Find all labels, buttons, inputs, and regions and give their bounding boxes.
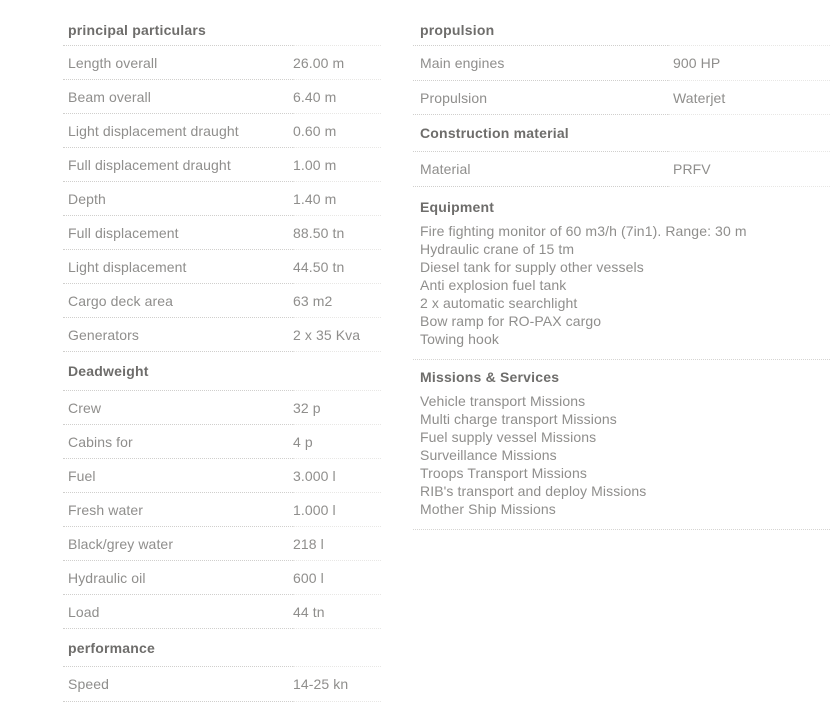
- spec-label: Black/grey water: [68, 535, 174, 552]
- section-heading-equipment: Equipment: [420, 199, 495, 215]
- spec-value: 900 HP: [673, 55, 721, 71]
- spec-value: 4 p: [293, 433, 313, 450]
- spec-label: Main engines: [420, 55, 505, 71]
- spec-label: Crew: [68, 399, 102, 416]
- list-item: Vehicle transport Missions: [420, 393, 586, 409]
- spec-value: 6.40 m: [293, 88, 337, 105]
- spec-value: 44 tn: [293, 603, 325, 620]
- spec-label: Material: [420, 161, 471, 177]
- spec-value: 600 l: [293, 569, 324, 586]
- left-column: [63, 14, 381, 702]
- spec-value: 88.50 tn: [293, 224, 345, 241]
- spec-row-material: [413, 152, 830, 187]
- spec-row-light-displacement-draught: [63, 114, 381, 148]
- right-column: [413, 14, 830, 530]
- list-item: Fire fighting monitor of 60 m3/h (7in1). Range: 30 m: [420, 223, 747, 239]
- list-item: RIB's transport and deploy Missions: [420, 483, 647, 499]
- spec-row-beam-overall: [63, 80, 381, 114]
- list-item: Multi charge transport Missions: [420, 411, 617, 427]
- spec-value: Waterjet: [673, 89, 726, 106]
- spec-row-main-engines: [413, 46, 830, 81]
- list-item: 2 x automatic searchlight: [420, 295, 578, 311]
- spec-label: Load: [68, 603, 100, 620]
- spec-row-propulsion: [413, 81, 830, 115]
- section-heading-performance: [63, 629, 381, 667]
- list-item: Mother Ship Missions: [420, 501, 556, 517]
- equipment-section: [413, 199, 830, 360]
- spec-label: Generators: [68, 326, 140, 343]
- spec-value: 1.40 m: [293, 190, 337, 207]
- spec-row-load: [63, 595, 381, 629]
- list-item: Anti explosion fuel tank: [420, 277, 567, 293]
- spec-label: Fuel: [68, 467, 96, 484]
- spec-label: Speed: [68, 676, 109, 692]
- section-heading-label: Construction material: [420, 125, 569, 141]
- section-heading-label: principal particulars: [68, 21, 207, 38]
- spec-label: Cargo deck area: [68, 292, 174, 309]
- spec-label: Full displacement: [68, 224, 179, 241]
- spec-row-cargo-deck-area: [63, 284, 381, 318]
- spec-value: 1.00 m: [293, 156, 337, 173]
- section-heading-deadweight: [63, 352, 381, 391]
- spec-value: 0.60 m: [293, 122, 337, 139]
- list-item: Fuel supply vessel Missions: [420, 429, 597, 445]
- spec-row-full-displacement-draught: [63, 148, 381, 182]
- spec-row-light-displacement: [63, 250, 381, 284]
- spec-label: Propulsion: [420, 89, 488, 106]
- spec-row-depth: [63, 182, 381, 216]
- section-heading-propulsion: [413, 14, 830, 46]
- section-heading-principal-particulars: [63, 14, 381, 46]
- equipment-list: [420, 222, 830, 348]
- list-item: Bow ramp for RO-PAX cargo: [420, 313, 602, 329]
- spec-label: Full displacement draught: [68, 156, 231, 173]
- spec-value: PRFV: [673, 161, 711, 177]
- section-heading-label: Deadweight: [68, 363, 149, 379]
- spec-value: 1.000 l: [293, 501, 336, 518]
- spec-value: 44.50 tn: [293, 258, 345, 275]
- spec-label: Fresh water: [68, 501, 144, 518]
- spec-label: Cabins for: [68, 433, 133, 450]
- spec-row-length-overall: [63, 46, 381, 80]
- spec-value: 32 p: [293, 399, 321, 416]
- spec-value: 3.000 l: [293, 467, 336, 484]
- list-item: Troops Transport Missions: [420, 465, 587, 481]
- spec-label: Depth: [68, 190, 106, 207]
- spec-row-hydraulic-oil: [63, 561, 381, 595]
- list-item: Hydraulic crane of 15 tm: [420, 241, 575, 257]
- spec-label: Beam overall: [68, 88, 151, 105]
- section-heading-label: performance: [68, 639, 156, 656]
- list-item: Surveillance Missions: [420, 447, 557, 463]
- spec-label: Length overall: [68, 54, 158, 71]
- spec-row-speed: [63, 667, 381, 702]
- missions-services-section: [413, 369, 830, 530]
- list-item: Towing hook: [420, 331, 499, 347]
- spec-label: Light displacement draught: [68, 122, 239, 139]
- section-heading-construction-material: [413, 115, 830, 152]
- spec-value: 2 x 35 Kva: [293, 326, 361, 343]
- spec-value: 63 m2: [293, 292, 333, 309]
- spec-value: 218 l: [293, 535, 324, 552]
- spec-row-full-displacement: [63, 216, 381, 250]
- spec-label: Light displacement: [68, 258, 187, 275]
- section-heading-label: propulsion: [420, 21, 495, 38]
- spec-row-black-grey-water: [63, 527, 381, 561]
- spec-row-fresh-water: [63, 493, 381, 527]
- spec-row-generators: [63, 318, 381, 352]
- spec-row-cabins-for: [63, 425, 381, 459]
- missions-list: [420, 392, 830, 518]
- spec-row-fuel: [63, 459, 381, 493]
- spec-value: 26.00 m: [293, 54, 345, 71]
- spec-value: 14-25 kn: [293, 676, 349, 692]
- list-item: Diesel tank for supply other vessels: [420, 259, 644, 275]
- spec-label: Hydraulic oil: [68, 569, 146, 586]
- section-heading-missions-services: Missions & Services: [420, 369, 560, 385]
- spec-row-crew: [63, 391, 381, 425]
